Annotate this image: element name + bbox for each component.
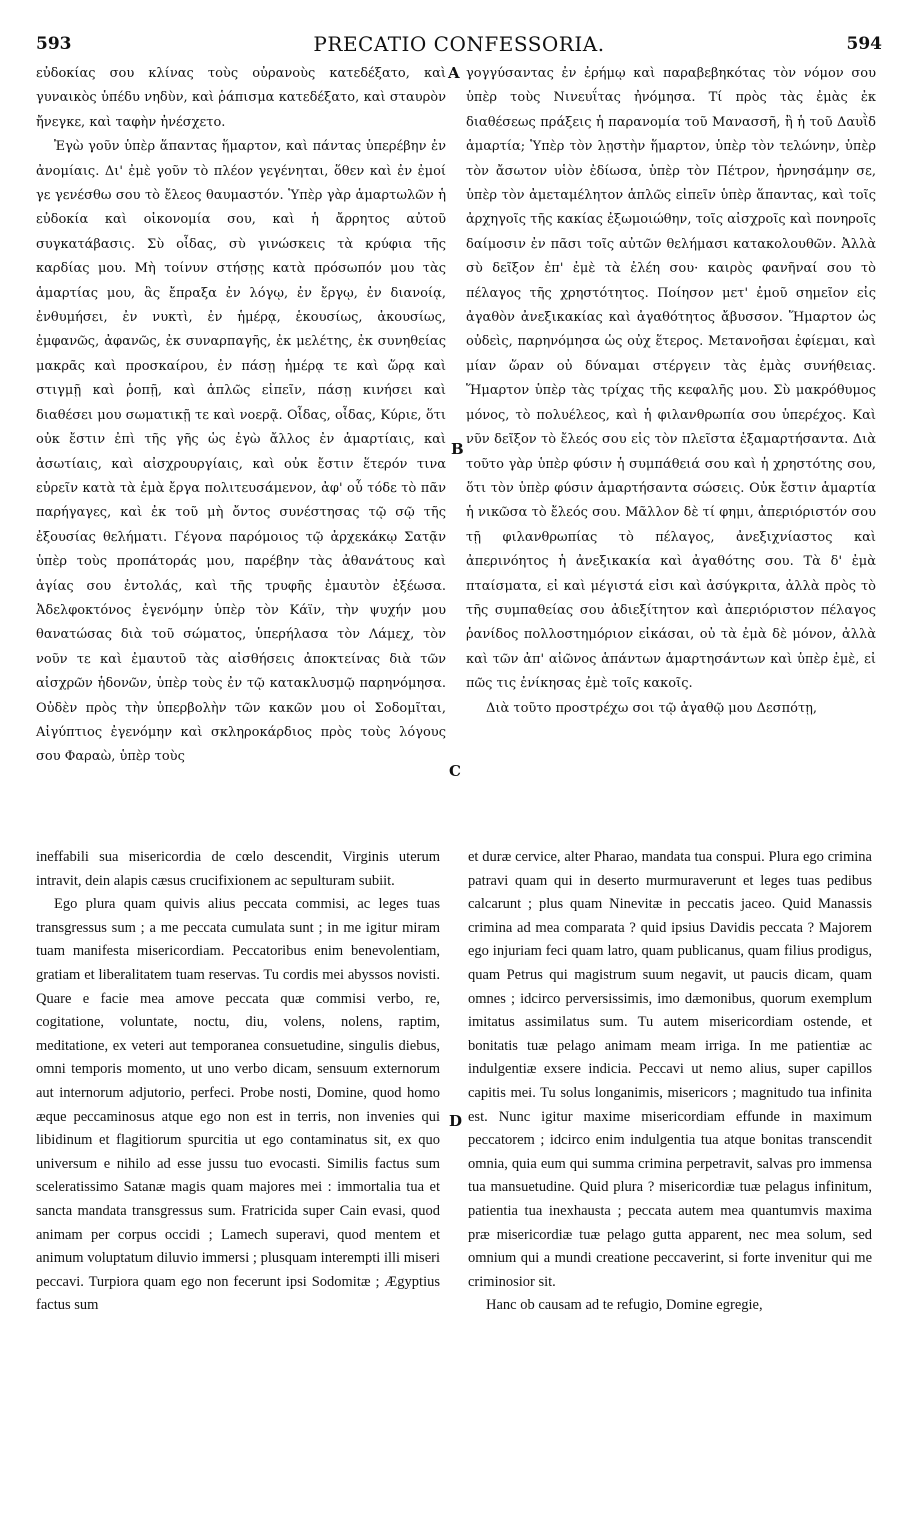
page-header: [36, 30, 882, 56]
margin-letter-d: D: [449, 1112, 463, 1130]
page-number-left: 593: [36, 34, 72, 54]
greek-left-paragraph-2: Ἐγὼ γοῦν ὑπὲρ ἅπαντας ἥμαρτον, καὶ πάντας ὑπερέβην ἐν ἀνομίαις. Δι' ἐμὲ γοῦν τὸ πλέον γεγένηται, ὅθεν καὶ ἐν ἐμοί γε γενέσθω σου τὸ ἔλεος θαυμαστόν. Ὑπὲρ γὰρ ἁμαρτωλῶν ἡ εὐδοκία καὶ οἰκονομία σου, καὶ ἡ ἄρρητος αὐτοῦ συγκατάβασις. Σὺ οἶδας, σὺ γινώσκεις τὰ κρύφια τῆς καρδίας μου. Μὴ τοίνυν στήσῃς κατὰ πρόσωπόν μου τὰς ἁμαρτίας μου, ἃς ἔπραξα ἐν λόγῳ, ἐν ἔργῳ, ἐν διανοίᾳ, ἐνθυμήσει, ἐν νυκτὶ, ἐν ἡμέρᾳ, ἑκουσίως, ἀκουσίως, ἐμφανῶς, ἀφανῶς, ἐκ συναρπαγῆς, ἐκ μελέτης, ἐκ συνηθείας μακρᾶς καὶ προσκαίρου, ἐν πάσῃ ἡμέρᾳ τε καὶ ὥρᾳ καὶ στιγμῇ καὶ ῥοπῇ, καὶ ἁπλῶς εἰπεῖν, πάσῃ κινήσει καὶ διαθέσει μου σωματικῇ τε καὶ νοερᾷ. Οἶδας, οἶδας, Κύριε, ὅτι οὐκ ἔστιν ἐπὶ τῆς γῆς ὡς ἐγὼ ἄλλος ἐν ἁμαρτίαις, καὶ ἀσωτίαις, καὶ αἰσχρουργίαις, καὶ οὐκ ἔστιν ἕτερόν τινα εὑρεῖν κατὰ τὰ ἐμὰ ἔργα πολιτευσάμενον, ἀφ' οὗ τόδε τὸ πᾶν παρήγαγες, καὶ ἐκ τοῦ μὴ ὄντος συνέστησας τῷ σῷ τῆς ἐξουσίας θελήματι. Γέγονα παρόμοιος τῷ ἀρχεκάκῳ Σατᾷν ὑπὲρ τοὺς προπάτοράς μου, παρέβην τὰς ἀθανάτους καὶ ἁγίας σου ἐντολάς, καὶ τῆς τρυφῆς ἐμαυτὸν ἐξέωσα. Ἀδελφοκτόνος ἐγενόμην ὑπὲρ τὸν Κάϊν, τὴν ψυχήν μου θανατώσας διὰ τοῦ σώματος, ὑπερήλασα τὸν Λάμεχ, τὸν νοῦν τε καὶ ἐμαυτοῦ τὰς αἰσθήσεις ἀποκτείνας διὰ τῶν αἰσχρῶν ἡδονῶν, ὑπὲρ τοὺς ἐν τῷ κατακλυσμῷ παρηνόμησα. Οὐδὲν πρὸς τὴν ὑπερβολὴν τῶν κακῶν μου οἱ Σοδομῖται, Αἰγύπτιος ἐγενόμην καὶ σκληροκάρδιος πρὸς τοὺς λόγους σου Φαραὼ, ὑπὲρ τοὺς: [36, 139, 446, 765]
latin-right-paragraph-1: et duræ cervice, alter Pharao, mandata tua conspui. Plura ego crimina patravi quam qui in deserto murmuraverunt et leges tuas pedibus calcarunt ; plus quam Ninevitæ in peccatis jaceo. Quid Manassis crimina ad mea comparata ? quid ipsius Davidis peccata ? Majorem ego injuriam feci quam latro, quam publicanus, quam filius prodigus, quam Petrus qui magistrum suum negavit, ut paucis dicam, quam omnes ; idcirco perversissimis, imo dæmonibus, quorum exemplum imitatus assimilatus sum. Tu autem misericordiam ostende, et bonitatis tuæ pelago animam meam irriga. In me patientiæ ac indulgentiæ exsere indicia. Peccavi ut nemo alius, super capillos capitis mei. Tu solus longanimis, misericors ; magnitudo tua infinita est. Nunc igitur maxime misericordiam effunde in maximum peccatorem ; idcirco enim indulgentia tua atque bonitas transcendit omnia, quia eum qui summa crimina perpetravit, salvas pro immensa tua mansuetudine. Quid plura ? misericordiæ tuæ pelagus infinitum, patientia tua inexhausta ; peccata autem mea quantumvis maxima præ misericordiæ tuæ pelago gutta apparent, nec mea solum, sed omnium qui a mundi creatione peccaverint, si forte invenitur qui me criminosior sit.: [468, 849, 872, 1290]
greek-left-paragraph-1: εὐδοκίας σου κλίνας τοὺς οὐρανοὺς κατεδέξατο, καὶ γυναικὸς ὑπέδυ νηδὺν, καὶ ῥάπισμα κατεδέξατο, καὶ σταυρὸν ἤνεγκε, καὶ ταφὴν ἠνέσχετο.: [36, 66, 446, 130]
latin-left-paragraph-1: ineffabili sua misericordia de cœlo descendit, Virginis uterum intravit, dein alapis cæsus crucifixionem ac sepulturam subiit.: [36, 849, 440, 889]
latin-column-left: [36, 846, 440, 1318]
margin-letter-c: C: [449, 762, 461, 780]
page-number-right: 594: [846, 34, 882, 54]
latin-column-right: [468, 846, 872, 1318]
latin-left-paragraph-2: Ego plura quam quivis alius peccata commisi, ac leges tuas transgressus sum ; a me peccata cumulata sunt ; in me igitur miram tuam manifesta misericordiam. Peccatoribus enim benevolentiam, gratiam et liberalitatem tuam reservas. Tu cordis mei abyssos novisti. Quare e facie mea amove peccata quæ commisi verbo, re, cogitatione, voluntate, noctu, diu, volens, nolens, raptim, meditatione, ex veteri aut temporanea consuetudine, singulis diebus, omni temporis momento, ut uno verbo dicam, sensuum externorum aut internorum adjutorio, perfeci. Probe nosti, Domine, quod homo æque peccaminosus atque ego non est in terris, non invenies qui libidinum et flagitiorum spurcitia ut ego contaminatus sit, ex quo universum e nihilo ad esse jussu tuo evocasti. Similis factus sum sceleratissimo Satanæ magis quam majores mei : immortalia tua et sancta mandata transgressus sum. Fratricida super Cain evasi, quod animam per corpus occidi ; Lamech superavi, quod mentem et animum voluptatum diluvio immersi ; plusquam interempti illi miseri peccavi. Turpiora quam ego non fecerunt ipsi Sodomitæ ; Ægyptius factus sum: [36, 896, 440, 1314]
margin-letter-b: B: [451, 440, 464, 458]
margin-letter-a: A: [448, 64, 460, 82]
greek-right-paragraph-2: Διὰ τοῦτο προστρέχω σοι τῷ ἀγαθῷ μου Δεσπότῃ,: [486, 700, 818, 716]
latin-right-paragraph-2: Hanc ob causam ad te refugio, Domine egregie,: [486, 1297, 763, 1314]
greek-column-left: [36, 62, 446, 770]
running-title: PRECATIO CONFESSORIA.: [313, 32, 605, 56]
greek-right-paragraph-1: γογγύσαντας ἐν ἐρήμῳ καὶ παραβεβηκότας τὸν νόμον σου ὑπὲρ τοὺς Νινευΐτας ἠνόμησα. Τί πρὸς τὰς ἐμὰς ἐκ διαθέσεως πράξεις ἡ παρανομία τοῦ Μανασσῆ, ἢ ἡ τοῦ Δαυῒδ ἁμαρτία; Ὑπὲρ τὸν λῃστὴν ἥμαρτον, ὑπὲρ τὸν τελώνην, ὑπὲρ τὸν ἄσωτον υἱὸν ἐδίωσα, ὑπὲρ τὸν Πέτρον, ἠρνησάμην σε, ὑπὲρ τὸν ἀμεταμέλητον ἁπλῶς εἰπεῖν ὑπὲρ ἅπαντας, καὶ τοῖς ἀρχηγοῖς τῆς κακίας ἐξωμοιώθην, τοῖς αἰσχροῖς καὶ πονηροῖς δαίμοσιν ἐν πᾶσι τοῖς αὐτῶν θελήμασι κατακολουθῶν. Ἀλλὰ σὺ δεῖξον ἐπ' ἐμὲ τὰ ἐλέη σου· καιρὸς φανῆναί σου τὸ πέλαγος τῆς χρηστότητος. Ποίησον μετ' ἐμοῦ σημεῖον εἰς ἀγαθὸν ἀνεξικακίας καὶ ἀγαθότητος ἄβυσσον. Ἥμαρτον ὡς οὐδεὶς, παρηνόμησα ὡς οὐχ ἕτερος. Μετανοῆσαι ἐφίεμαι, καὶ μίαν ὥραν οὐ δύναμαι στέργειν τὰς ἐμὰς συνήθειας. Ἥμαρτον ὑπὲρ τὰς τρίχας τῆς κεφαλῆς μου. Σὺ μακρόθυμος μόνος, τὸ πολυέλεος, καὶ ἡ φιλανθρωπία σου ὑπερέχος. Καὶ νῦν δεῖξον τὸ ἔλεός σου εἰς τὸν πλεῖστα ἐξαμαρτήσαντα. Διὰ τοῦτο γὰρ ὑπὲρ φύσιν ἡ συμπάθειά σου καὶ ἡ χρηστότης σου, ὅτι τὸν ὑπὲρ φύσιν ἁμαρτήσαντα σώσεις. Οὐκ ἔστιν ἁμαρτία ἡ νικῶσα τὸ ἔλεός σου. Μᾶλλον δὲ τί φημι, ἀπεριόριστόν σου τῇ φιλανθρωπίας τὸ πέλαγος, ἀνεξιχνίαστος καὶ ἀπερινόητος ἡ ἀνεξικακία καὶ ἀγαθότης σου. Τὰ δ' ἐμὰ πταίσματα, εἰ καὶ μέγιστά εἰσι καὶ ἀσύγκριτα, ἀλλὰ πρὸς τὸ τῆς συμπαθείας σου ἀδιεξίτητον καὶ ἀπεριόριστον πέλαγος ῥανίδος πολλοστημόριον εἰκάσαι, οὐ τὰ ἐμὰ δὲ μόνον, ἀλλὰ καὶ τῶν ἀπ' αἰῶνος ἁπάντων ἁμαρτησάντων καὶ ὑπὲρ ἐμὲ, εἰ πῶς τις ἐνίκησας ἐμὲ τοῖς κακοῖς.: [466, 66, 876, 692]
greek-column-right: [466, 62, 876, 721]
